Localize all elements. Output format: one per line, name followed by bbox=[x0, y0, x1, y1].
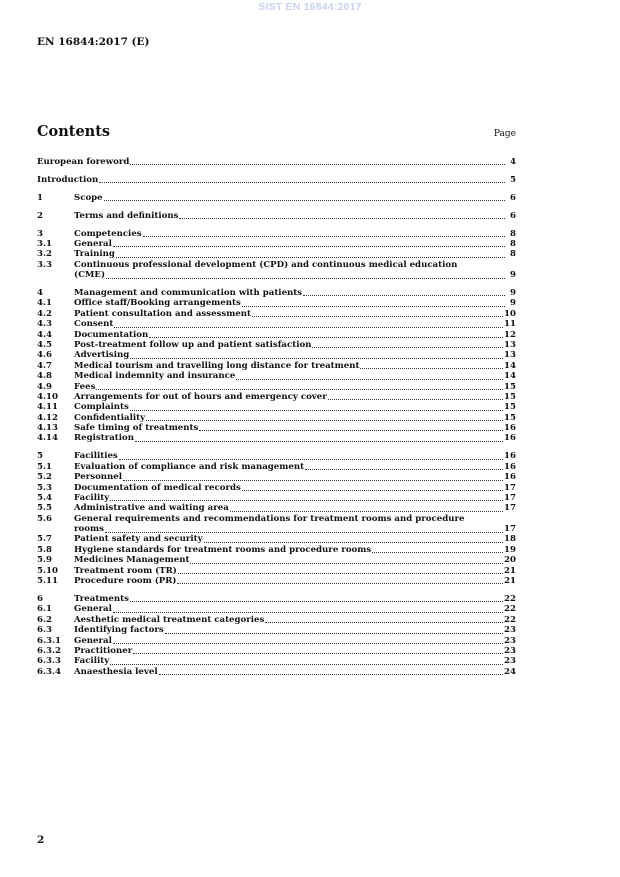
toc-entry-number: 5.5 bbox=[37, 503, 52, 514]
toc-entry-title-continued: rooms bbox=[74, 524, 104, 535]
toc-entry-page: 22 bbox=[504, 593, 516, 604]
toc-entry-number: 6.3 bbox=[37, 625, 52, 636]
dot-leader bbox=[116, 257, 505, 258]
toc-entry-number: 4.7 bbox=[37, 360, 52, 371]
toc-entry[interactable] bbox=[37, 514, 516, 524]
toc-entry-title: Hygiene standards for treatment rooms and procedure rooms bbox=[74, 544, 372, 555]
toc-entry-title: Medicines Management bbox=[74, 555, 190, 566]
toc-entry-number: 5.8 bbox=[37, 544, 52, 555]
dot-leader bbox=[360, 368, 503, 369]
toc-entry[interactable] bbox=[37, 239, 516, 249]
toc-entry-title: Management and communication with patients bbox=[74, 288, 303, 298]
toc-entry[interactable] bbox=[37, 193, 516, 203]
toc-entry[interactable] bbox=[37, 566, 516, 576]
toc-entry-number: 4.13 bbox=[37, 423, 58, 434]
toc-entry-page: 17 bbox=[504, 492, 516, 503]
dot-leader bbox=[252, 316, 503, 317]
toc-entry[interactable] bbox=[37, 330, 516, 340]
toc-entry-page: 21 bbox=[504, 565, 516, 576]
toc-entry-page: 15 bbox=[504, 381, 516, 392]
toc-entry-number: 3.2 bbox=[37, 249, 52, 260]
toc-entry-title: Introduction bbox=[37, 174, 99, 185]
toc-entry-title: Training bbox=[74, 249, 115, 260]
toc-entry[interactable] bbox=[37, 433, 516, 443]
toc-entry-page: 9 bbox=[510, 270, 516, 281]
toc-entry-number: 6.2 bbox=[37, 614, 52, 625]
toc-entry-number: 1 bbox=[37, 192, 43, 203]
dot-leader bbox=[178, 573, 503, 574]
toc-entry-page: 21 bbox=[504, 576, 516, 587]
toc-entry-page: 16 bbox=[504, 451, 516, 462]
toc-entry-title: Practitioner bbox=[74, 645, 133, 656]
toc-entry-page: 5 bbox=[510, 174, 516, 185]
toc-entry-page: 9 bbox=[510, 288, 516, 298]
toc-entry-title: General bbox=[74, 635, 112, 646]
dot-leader bbox=[99, 182, 505, 183]
toc-entry-number: 6 bbox=[37, 593, 43, 604]
toc-entry-page: 12 bbox=[504, 329, 516, 340]
dot-leader bbox=[179, 218, 505, 219]
toc-entry-number: 5.7 bbox=[37, 534, 52, 545]
toc-entry-title: Competencies bbox=[74, 228, 142, 239]
toc-entry-page: 15 bbox=[504, 412, 516, 423]
toc-entry[interactable] bbox=[37, 576, 516, 586]
toc-entry-number: 6.3.2 bbox=[37, 645, 61, 656]
dot-leader bbox=[328, 399, 503, 400]
toc-entry[interactable] bbox=[37, 451, 516, 461]
contents-heading: Contents bbox=[37, 123, 111, 140]
toc-entry-title: Administrative and waiting area bbox=[74, 503, 229, 514]
dot-leader bbox=[110, 500, 503, 501]
toc-entry-number: 4.3 bbox=[37, 319, 52, 330]
toc-entry-title: Medical indemnity and insurance bbox=[74, 371, 236, 382]
toc-entry-number: 4.9 bbox=[37, 381, 52, 392]
dot-leader bbox=[113, 612, 503, 613]
toc-entry-page: 10 bbox=[504, 308, 516, 319]
dot-leader bbox=[305, 469, 503, 470]
dot-leader bbox=[114, 327, 503, 328]
toc-entry[interactable] bbox=[37, 646, 516, 656]
toc-entry-page: 20 bbox=[504, 555, 516, 566]
toc-entry-title: Advertising bbox=[74, 350, 130, 361]
toc-entry[interactable] bbox=[37, 309, 516, 319]
dot-leader bbox=[265, 622, 503, 623]
toc-entry[interactable] bbox=[37, 260, 516, 270]
toc-entry[interactable] bbox=[37, 503, 516, 513]
toc-entry-title: Anaesthesia level bbox=[74, 666, 158, 677]
toc-entry[interactable] bbox=[37, 413, 516, 423]
toc-entry-page: 8 bbox=[510, 249, 516, 260]
toc-entry[interactable] bbox=[37, 483, 516, 493]
watermark: SIST EN 16844:2017 bbox=[258, 1, 362, 13]
toc-entry[interactable] bbox=[37, 340, 516, 350]
dot-leader bbox=[105, 532, 503, 533]
toc-entry[interactable] bbox=[37, 319, 516, 329]
toc-entry-number: 5.3 bbox=[37, 482, 52, 493]
toc-entry-title: Post-treatment follow up and patient satisfaction bbox=[74, 339, 312, 350]
toc-entry-continuation[interactable] bbox=[37, 524, 516, 534]
toc-entry-page: 16 bbox=[504, 423, 516, 434]
toc-entry[interactable] bbox=[37, 298, 516, 308]
dot-leader bbox=[236, 379, 503, 380]
toc-entry-page: 11 bbox=[504, 319, 516, 330]
toc-entry[interactable] bbox=[37, 288, 516, 298]
toc-entry-number: 6.1 bbox=[37, 604, 52, 615]
dot-leader bbox=[130, 410, 503, 411]
toc-entry[interactable] bbox=[37, 229, 516, 239]
toc-entry-title: Documentation bbox=[74, 329, 149, 340]
dot-leader bbox=[113, 643, 503, 644]
toc-entry-number: 4.8 bbox=[37, 371, 52, 382]
toc-entry[interactable] bbox=[37, 462, 516, 472]
table-of-contents bbox=[37, 157, 516, 677]
toc-entry-number: 3.1 bbox=[37, 238, 52, 249]
toc-entry-page: 17 bbox=[504, 482, 516, 493]
toc-entry[interactable] bbox=[37, 667, 516, 677]
dot-leader bbox=[146, 420, 503, 421]
toc-entry[interactable] bbox=[37, 157, 516, 167]
page-column-label: Page bbox=[493, 129, 516, 139]
toc-entry-number: 4.6 bbox=[37, 350, 52, 361]
dot-leader bbox=[110, 664, 503, 665]
dot-leader bbox=[133, 653, 503, 654]
dot-leader bbox=[135, 441, 503, 442]
dot-leader bbox=[372, 552, 503, 553]
toc-entry-page: 13 bbox=[504, 350, 516, 361]
toc-entry-number: 6.3.4 bbox=[37, 666, 61, 677]
toc-entry-page: 8 bbox=[510, 238, 516, 249]
toc-entry[interactable] bbox=[37, 402, 516, 412]
toc-entry-page: 16 bbox=[504, 461, 516, 472]
toc-entry-title: Continuous professional development (CPD) and continuous medical education bbox=[74, 259, 458, 270]
toc-entry[interactable] bbox=[37, 493, 516, 503]
dot-leader bbox=[130, 601, 503, 602]
toc-entry-title: Consent bbox=[74, 319, 114, 330]
dot-leader bbox=[104, 200, 505, 201]
toc-entry[interactable] bbox=[37, 423, 516, 433]
toc-entry-page: 15 bbox=[504, 402, 516, 413]
toc-entry[interactable] bbox=[37, 361, 516, 371]
dot-leader bbox=[199, 430, 503, 431]
toc-entry-title: Treatment room (TR) bbox=[74, 565, 177, 576]
toc-entry-page: 23 bbox=[504, 625, 516, 636]
toc-entry[interactable] bbox=[37, 392, 516, 402]
toc-entry[interactable] bbox=[37, 175, 516, 185]
toc-entry-title: Facility bbox=[74, 492, 110, 503]
dot-leader bbox=[159, 674, 503, 675]
toc-entry-page: 22 bbox=[504, 614, 516, 625]
toc-entry-title: General requirements and recommendations for treatment rooms and procedure bbox=[74, 513, 465, 524]
toc-entry-number: 5.10 bbox=[37, 565, 58, 576]
toc-entry-title: Confidentiality bbox=[74, 412, 146, 423]
toc-entry[interactable] bbox=[37, 371, 516, 381]
toc-entry-page: 16 bbox=[504, 472, 516, 483]
toc-entry-page: 9 bbox=[510, 298, 516, 309]
toc-entry-number: 6.3.3 bbox=[37, 656, 61, 667]
dot-leader bbox=[149, 337, 503, 338]
dot-leader bbox=[130, 164, 505, 165]
toc-entry-title: Facilities bbox=[74, 451, 118, 462]
toc-entry[interactable] bbox=[37, 545, 516, 555]
dot-leader bbox=[143, 236, 505, 237]
toc-entry[interactable] bbox=[37, 594, 516, 604]
toc-entry-page: 8 bbox=[510, 228, 516, 239]
dot-leader bbox=[113, 246, 505, 247]
toc-entry-page: 14 bbox=[504, 360, 516, 371]
toc-entry-title: Evaluation of compliance and risk management bbox=[74, 461, 305, 472]
toc-entry-page: 17 bbox=[504, 524, 516, 535]
toc-entry-title: Scope bbox=[74, 192, 103, 203]
toc-entry-title: Office staff/Booking arrangements bbox=[74, 298, 241, 309]
toc-entry-number: 5 bbox=[37, 451, 43, 462]
toc-entry-number: 5.6 bbox=[37, 513, 52, 524]
toc-entry-title: Aesthetic medical treatment categories bbox=[74, 614, 265, 625]
toc-entry-title: Identifying factors bbox=[74, 625, 164, 636]
dot-leader bbox=[123, 480, 503, 481]
toc-entry-page: 15 bbox=[504, 391, 516, 402]
dot-leader bbox=[242, 490, 503, 491]
toc-entry-number: 4 bbox=[37, 288, 43, 298]
toc-entry-number: 4.5 bbox=[37, 339, 52, 350]
toc-entry-title: Patient consultation and assessment bbox=[74, 308, 252, 319]
toc-entry-continuation[interactable] bbox=[37, 270, 516, 280]
toc-entry-page: 23 bbox=[504, 635, 516, 646]
toc-entry-number: 4.2 bbox=[37, 308, 52, 319]
toc-entry[interactable] bbox=[37, 249, 516, 259]
toc-entry-title: Patient safety and security bbox=[74, 534, 203, 545]
toc-entry-page: 4 bbox=[510, 156, 516, 167]
toc-entry-page: 6 bbox=[510, 210, 516, 221]
dot-leader bbox=[190, 563, 503, 564]
dot-leader bbox=[130, 358, 503, 359]
toc-entry-number: 4.1 bbox=[37, 298, 52, 309]
toc-entry-number: 5.9 bbox=[37, 555, 52, 566]
dot-leader bbox=[303, 295, 505, 296]
toc-entry-number: 5.2 bbox=[37, 472, 52, 483]
toc-entry-title: Safe timing of treatments bbox=[74, 423, 199, 434]
dot-leader bbox=[165, 633, 503, 634]
dot-leader bbox=[242, 306, 505, 307]
toc-entry-number: 3.3 bbox=[37, 259, 52, 270]
toc-entry-number: 6.3.1 bbox=[37, 635, 61, 646]
dot-leader bbox=[119, 459, 503, 460]
toc-entry-number: 3 bbox=[37, 228, 43, 239]
toc-entry-title: Treatments bbox=[74, 593, 129, 604]
toc-entry[interactable] bbox=[37, 604, 516, 614]
toc-entry-title: Complaints bbox=[74, 402, 129, 413]
toc-entry-title-continued: (CME) bbox=[74, 270, 106, 281]
toc-entry-page: 13 bbox=[504, 339, 516, 350]
toc-entry-title: General bbox=[74, 238, 112, 249]
toc-entry[interactable] bbox=[37, 555, 516, 565]
page-number: 2 bbox=[37, 834, 45, 846]
document-id: EN 16844:2017 (E) bbox=[37, 36, 150, 48]
toc-entry-page: 14 bbox=[504, 371, 516, 382]
toc-entry-title: Fees bbox=[74, 381, 96, 392]
toc-entry[interactable] bbox=[37, 382, 516, 392]
toc-entry-page: 19 bbox=[504, 544, 516, 555]
toc-entry-number: 4.12 bbox=[37, 412, 58, 423]
toc-entry[interactable] bbox=[37, 350, 516, 360]
toc-entry-number: 5.11 bbox=[37, 576, 58, 587]
toc-entry-number: 2 bbox=[37, 210, 43, 221]
toc-entry[interactable] bbox=[37, 535, 516, 545]
toc-entry-title: Personnel bbox=[74, 472, 123, 483]
toc-entry[interactable] bbox=[37, 625, 516, 635]
toc-entry-page: 22 bbox=[504, 604, 516, 615]
toc-entry-number: 4.4 bbox=[37, 329, 52, 340]
toc-entry-title: Facility bbox=[74, 656, 110, 667]
toc-entry-number: 4.14 bbox=[37, 433, 58, 444]
toc-entry-title: Medical tourism and travelling long distance for treatment bbox=[74, 360, 360, 371]
toc-entry-title: Documentation of medical records bbox=[74, 482, 241, 493]
toc-entry-number: 5.1 bbox=[37, 461, 52, 472]
toc-entry-number: 4.10 bbox=[37, 391, 58, 402]
toc-entry-page: 16 bbox=[504, 433, 516, 444]
dot-leader bbox=[204, 542, 503, 543]
toc-entry-page: 24 bbox=[504, 666, 516, 677]
dot-leader bbox=[96, 389, 503, 390]
toc-entry-title: Registration bbox=[74, 433, 135, 444]
toc-entry-page: 18 bbox=[504, 534, 516, 545]
toc-entry[interactable] bbox=[37, 636, 516, 646]
dot-leader bbox=[177, 583, 503, 584]
toc-entry-title: Terms and definitions bbox=[74, 210, 179, 221]
toc-entry[interactable] bbox=[37, 656, 516, 666]
toc-entry-page: 23 bbox=[504, 645, 516, 656]
toc-entry-number: 4.11 bbox=[37, 402, 58, 413]
toc-entry-title: Arrangements for out of hours and emergency cover bbox=[74, 391, 327, 402]
toc-entry-page: 17 bbox=[504, 503, 516, 514]
dot-leader bbox=[106, 278, 505, 279]
toc-entry-page: 23 bbox=[504, 656, 516, 667]
dot-leader bbox=[312, 347, 503, 348]
toc-entry-title: General bbox=[74, 604, 112, 615]
toc-entry-title: European foreword bbox=[37, 156, 130, 167]
toc-entry-number: 5.4 bbox=[37, 492, 52, 503]
toc-entry-page: 6 bbox=[510, 192, 516, 203]
toc-entry[interactable] bbox=[37, 615, 516, 625]
dot-leader bbox=[230, 511, 503, 512]
toc-entry[interactable] bbox=[37, 472, 516, 482]
toc-entry[interactable] bbox=[37, 211, 516, 221]
toc-entry-title: Procedure room (PR) bbox=[74, 576, 177, 587]
